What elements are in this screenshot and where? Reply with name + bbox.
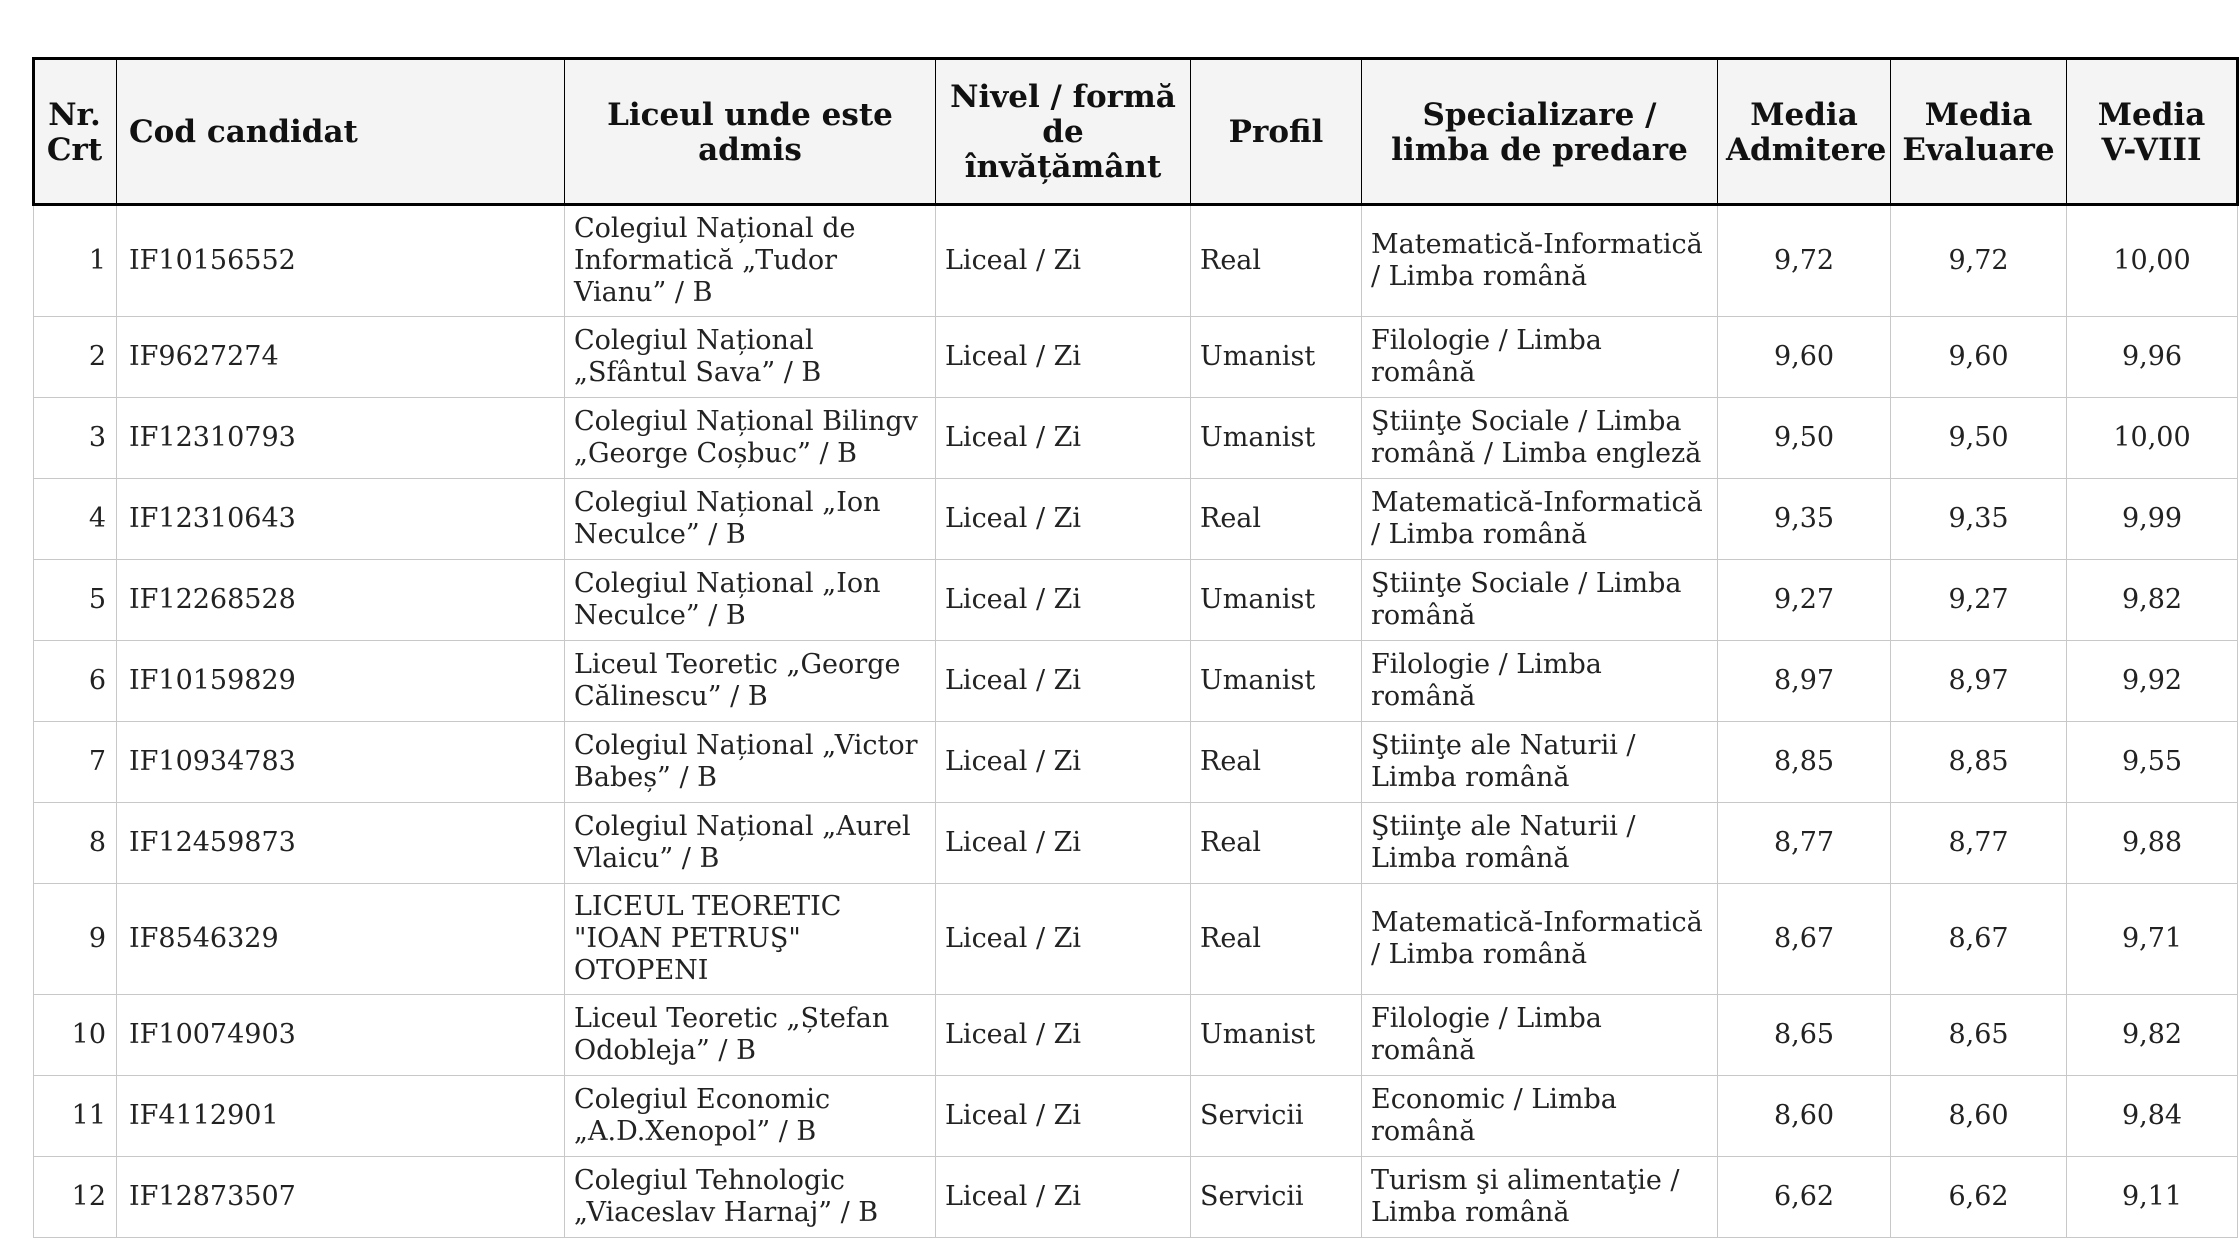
cell-cod-candidat: IF12268528 — [117, 560, 565, 641]
cell-media-v-viii: 9,11 — [2067, 1157, 2238, 1238]
cell-nr: 7 — [34, 722, 117, 803]
cell-media-evaluare: 6,62 — [1891, 1157, 2067, 1238]
cell-media-admitere: 9,35 — [1718, 479, 1891, 560]
cell-cod-candidat: IF12459873 — [117, 803, 565, 884]
cell-liceu: Colegiul Național „Ion Neculce” / B — [565, 560, 936, 641]
cell-media-admitere: 6,62 — [1718, 1157, 1891, 1238]
table-row — [34, 1157, 2238, 1238]
cell-liceu: Colegiul Tehnologic „Viaceslav Harnaj” / B — [565, 1157, 936, 1238]
cell-profil: Umanist — [1191, 995, 1362, 1076]
header-liceu: Liceul unde este admis — [565, 59, 936, 205]
cell-media-evaluare: 8,97 — [1891, 641, 2067, 722]
cell-media-evaluare: 8,67 — [1891, 884, 2067, 995]
cell-nr: 9 — [34, 884, 117, 995]
cell-cod-candidat: IF10156552 — [117, 205, 565, 317]
cell-specializare: Turism şi alimentaţie / Limba română — [1362, 1157, 1718, 1238]
cell-media-admitere: 9,60 — [1718, 317, 1891, 398]
table-row — [34, 803, 2238, 884]
cell-media-admitere: 9,50 — [1718, 398, 1891, 479]
cell-specializare: Matematică-Informatică / Limba română — [1362, 205, 1718, 317]
cell-specializare: Ştiinţe Sociale / Limba română / Limba engleză — [1362, 398, 1718, 479]
cell-nivel: Liceal / Zi — [936, 479, 1191, 560]
cell-media-v-viii: 9,96 — [2067, 317, 2238, 398]
table-row — [34, 479, 2238, 560]
cell-media-evaluare: 9,60 — [1891, 317, 2067, 398]
cell-liceu: LICEUL TEORETIC "IOAN PETRUŞ" OTOPENI — [565, 884, 936, 995]
header-nivel: Nivel / formă de învățământ — [936, 59, 1191, 205]
table-row — [34, 317, 2238, 398]
cell-specializare: Matematică-Informatică / Limba română — [1362, 479, 1718, 560]
cell-cod-candidat: IF9627274 — [117, 317, 565, 398]
cell-nivel: Liceal / Zi — [936, 803, 1191, 884]
cell-profil: Umanist — [1191, 641, 1362, 722]
header-media-v-viii: Media V-VIII — [2067, 59, 2238, 205]
results-table — [32, 57, 2239, 1238]
cell-nivel: Liceal / Zi — [936, 995, 1191, 1076]
cell-media-evaluare: 9,50 — [1891, 398, 2067, 479]
cell-liceu: Colegiul Național Bilingv „George Coșbuc” / B — [565, 398, 936, 479]
header-specializare: Specializare / limba de predare — [1362, 59, 1718, 205]
header-media-admitere: Media Admitere — [1718, 59, 1891, 205]
cell-nivel: Liceal / Zi — [936, 205, 1191, 317]
table-body — [34, 205, 2238, 1238]
cell-media-v-viii: 9,82 — [2067, 560, 2238, 641]
cell-media-admitere: 8,77 — [1718, 803, 1891, 884]
cell-nivel: Liceal / Zi — [936, 317, 1191, 398]
cell-nr: 1 — [34, 205, 117, 317]
cell-profil: Real — [1191, 479, 1362, 560]
cell-media-admitere: 8,97 — [1718, 641, 1891, 722]
cell-media-v-viii: 9,71 — [2067, 884, 2238, 995]
cell-profil: Real — [1191, 803, 1362, 884]
table-row — [34, 995, 2238, 1076]
cell-nr: 12 — [34, 1157, 117, 1238]
clipped-top-text — [30, 0, 1830, 8]
cell-media-v-viii: 9,92 — [2067, 641, 2238, 722]
cell-nr: 4 — [34, 479, 117, 560]
table-row — [34, 1076, 2238, 1157]
table-row — [34, 205, 2238, 317]
cell-media-evaluare: 9,35 — [1891, 479, 2067, 560]
cell-specializare: Filologie / Limba română — [1362, 317, 1718, 398]
cell-specializare: Ştiinţe Sociale / Limba română — [1362, 560, 1718, 641]
cell-media-evaluare: 8,65 — [1891, 995, 2067, 1076]
header-profil: Profil — [1191, 59, 1362, 205]
cell-cod-candidat: IF12310643 — [117, 479, 565, 560]
cell-profil: Servicii — [1191, 1157, 1362, 1238]
header-cod-candidat: Cod candidat — [117, 59, 565, 205]
cell-profil: Real — [1191, 884, 1362, 995]
header-nr-crt: Nr. Crt — [34, 59, 117, 205]
table-row — [34, 884, 2238, 995]
cell-media-evaluare: 9,72 — [1891, 205, 2067, 317]
cell-cod-candidat: IF10074903 — [117, 995, 565, 1076]
cell-media-admitere: 9,72 — [1718, 205, 1891, 317]
cell-cod-candidat: IF10934783 — [117, 722, 565, 803]
cell-media-v-viii: 9,82 — [2067, 995, 2238, 1076]
cell-nr: 2 — [34, 317, 117, 398]
cell-media-admitere: 8,67 — [1718, 884, 1891, 995]
cell-media-v-viii: 10,00 — [2067, 205, 2238, 317]
cell-nr: 8 — [34, 803, 117, 884]
cell-specializare: Filologie / Limba română — [1362, 995, 1718, 1076]
cell-nivel: Liceal / Zi — [936, 398, 1191, 479]
cell-nivel: Liceal / Zi — [936, 884, 1191, 995]
cell-liceu: Colegiul Național „Victor Babeș” / B — [565, 722, 936, 803]
cell-cod-candidat: IF12310793 — [117, 398, 565, 479]
table-row — [34, 641, 2238, 722]
cell-specializare: Economic / Limba română — [1362, 1076, 1718, 1157]
cell-media-admitere: 9,27 — [1718, 560, 1891, 641]
cell-media-evaluare: 8,85 — [1891, 722, 2067, 803]
cell-media-v-viii: 10,00 — [2067, 398, 2238, 479]
cell-cod-candidat: IF8546329 — [117, 884, 565, 995]
cell-nr: 11 — [34, 1076, 117, 1157]
cell-liceu: Colegiul Economic „A.D.Xenopol” / B — [565, 1076, 936, 1157]
cell-media-v-viii: 9,55 — [2067, 722, 2238, 803]
cell-media-v-viii: 9,99 — [2067, 479, 2238, 560]
cell-cod-candidat: IF12873507 — [117, 1157, 565, 1238]
cell-media-v-viii: 9,84 — [2067, 1076, 2238, 1157]
cell-profil: Umanist — [1191, 317, 1362, 398]
cell-profil: Umanist — [1191, 560, 1362, 641]
cell-profil: Real — [1191, 205, 1362, 317]
header-media-evaluare: Media Evaluare — [1891, 59, 2067, 205]
cell-nivel: Liceal / Zi — [936, 560, 1191, 641]
cell-specializare: Ştiinţe ale Naturii / Limba română — [1362, 803, 1718, 884]
cell-liceu: Colegiul Național „Ion Neculce” / B — [565, 479, 936, 560]
cell-media-admitere: 8,60 — [1718, 1076, 1891, 1157]
cell-media-admitere: 8,65 — [1718, 995, 1891, 1076]
cell-specializare: Matematică-Informatică / Limba română — [1362, 884, 1718, 995]
cell-nivel: Liceal / Zi — [936, 641, 1191, 722]
cell-media-evaluare: 9,27 — [1891, 560, 2067, 641]
table-row — [34, 722, 2238, 803]
cell-cod-candidat: IF10159829 — [117, 641, 565, 722]
cell-media-v-viii: 9,88 — [2067, 803, 2238, 884]
cell-specializare: Filologie / Limba română — [1362, 641, 1718, 722]
table-row — [34, 398, 2238, 479]
cell-liceu: Colegiul Național „Sfântul Sava” / B — [565, 317, 936, 398]
cell-liceu: Colegiul Național „Aurel Vlaicu” / B — [565, 803, 936, 884]
cell-liceu: Colegiul Național de Informatică „Tudor Vianu” / B — [565, 205, 936, 317]
table-row — [34, 560, 2238, 641]
cell-nr: 3 — [34, 398, 117, 479]
cell-nivel: Liceal / Zi — [936, 722, 1191, 803]
cell-cod-candidat: IF4112901 — [117, 1076, 565, 1157]
cell-liceu: Liceul Teoretic „Ștefan Odobleja” / B — [565, 995, 936, 1076]
cell-nr: 10 — [34, 995, 117, 1076]
cell-profil: Umanist — [1191, 398, 1362, 479]
cell-media-evaluare: 8,77 — [1891, 803, 2067, 884]
cell-media-admitere: 8,85 — [1718, 722, 1891, 803]
table-header-row — [34, 59, 2238, 205]
cell-nivel: Liceal / Zi — [936, 1076, 1191, 1157]
cell-specializare: Ştiinţe ale Naturii / Limba română — [1362, 722, 1718, 803]
cell-profil: Servicii — [1191, 1076, 1362, 1157]
cell-profil: Real — [1191, 722, 1362, 803]
cell-nr: 6 — [34, 641, 117, 722]
cell-media-evaluare: 8,60 — [1891, 1076, 2067, 1157]
cell-nr: 5 — [34, 560, 117, 641]
cell-nivel: Liceal / Zi — [936, 1157, 1191, 1238]
cell-liceu: Liceul Teoretic „George Călinescu” / B — [565, 641, 936, 722]
